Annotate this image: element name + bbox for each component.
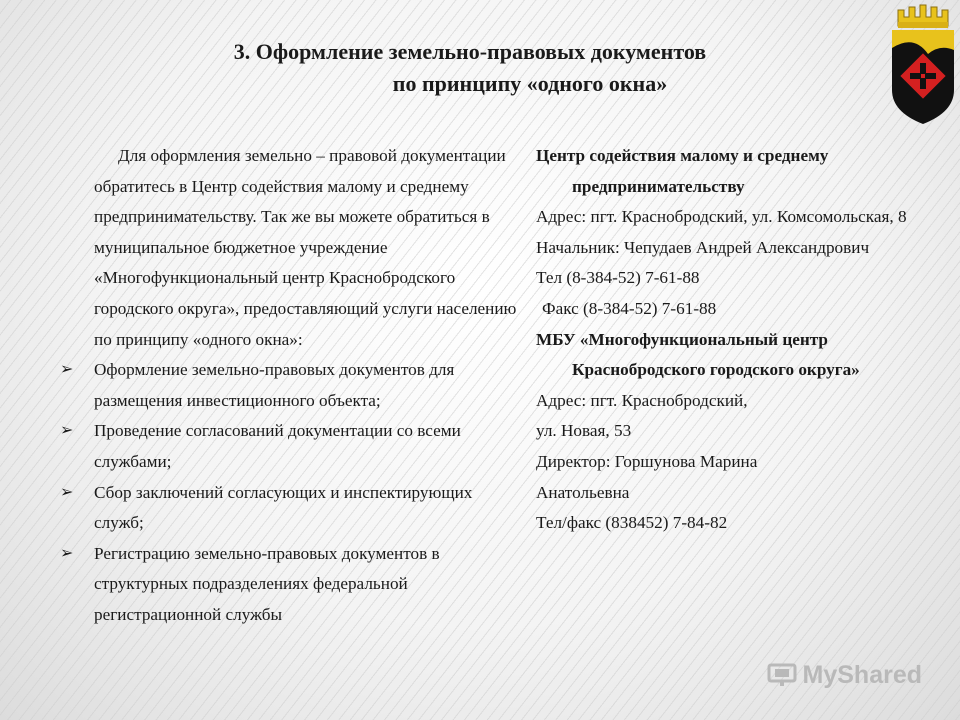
slide-title: [120, 36, 820, 100]
arrow-bullet-icon: ➢: [60, 544, 74, 562]
watermark: [767, 658, 922, 692]
list-item: [52, 355, 517, 416]
center-head: Начальник: Чепудаев Андрей Александрович: [536, 237, 870, 257]
center-fax: Факс (8-384-52) 7-61-88: [542, 298, 717, 318]
mfc-address-line-1: Адрес: пгт. Краснобродский,: [536, 390, 748, 410]
list-item-text: Сбор заключений согласующих и инспектирующих служб;: [94, 482, 473, 533]
watermark-text: MyShared: [802, 660, 922, 689]
list-item: [52, 539, 517, 631]
mfc-director-line-1: Директор: Горшунова Марина: [536, 451, 758, 471]
list-item-text: Регистрацию земельно-правовых документов в структурных подразделениях федеральной регистрационной службы: [94, 543, 440, 624]
right-column: [536, 141, 916, 539]
title-line-2: по принципу «одного окна»: [392, 71, 668, 96]
mfc-name: МБУ «Многофункциональный центр Краснобродского городского округа»: [536, 329, 860, 380]
presentation-icon: [767, 662, 797, 688]
list-item-text: Оформление земельно-правовых документов для размещения инвестиционного объекта;: [94, 360, 455, 410]
arrow-bullet-icon: ➢: [60, 422, 74, 440]
arrow-bullet-icon: ➢: [60, 483, 74, 501]
intro-paragraph: Для оформления земельно – правовой документации обратитесь в Центр содействия малому и среднему предпринимательству. Так же вы можете обратиться в муниципальное бюджетное учреждение «Многофункциональный центр Краснобродского городского округа», предоставляющий услуги населению по принципу «одного окна»:: [94, 146, 517, 349]
mfc-phone: Тел/факс (838452) 7-84-82: [536, 513, 728, 533]
center-name: Центр содействия малому и среднему предпринимательству: [536, 146, 829, 196]
center-address: Адрес: пгт. Краснобродский, ул. Комсомольская, 8: [536, 207, 907, 227]
title-line-1: 3. Оформление земельно-правовых документов: [233, 39, 707, 64]
arrow-bullet-icon: ➢: [60, 361, 74, 379]
list-item: [52, 416, 517, 477]
list-item: [52, 478, 517, 539]
list-item-text: Проведение согласований документации со всеми службами;: [94, 421, 461, 471]
center-phone: Тел (8-384-52) 7-61-88: [536, 268, 700, 288]
coat-of-arms-icon: [888, 4, 958, 126]
left-column: [52, 141, 517, 631]
mfc-address-line-2: ул. Новая, 53: [536, 421, 632, 441]
mfc-director-line-2: Анатольевна: [536, 482, 630, 502]
